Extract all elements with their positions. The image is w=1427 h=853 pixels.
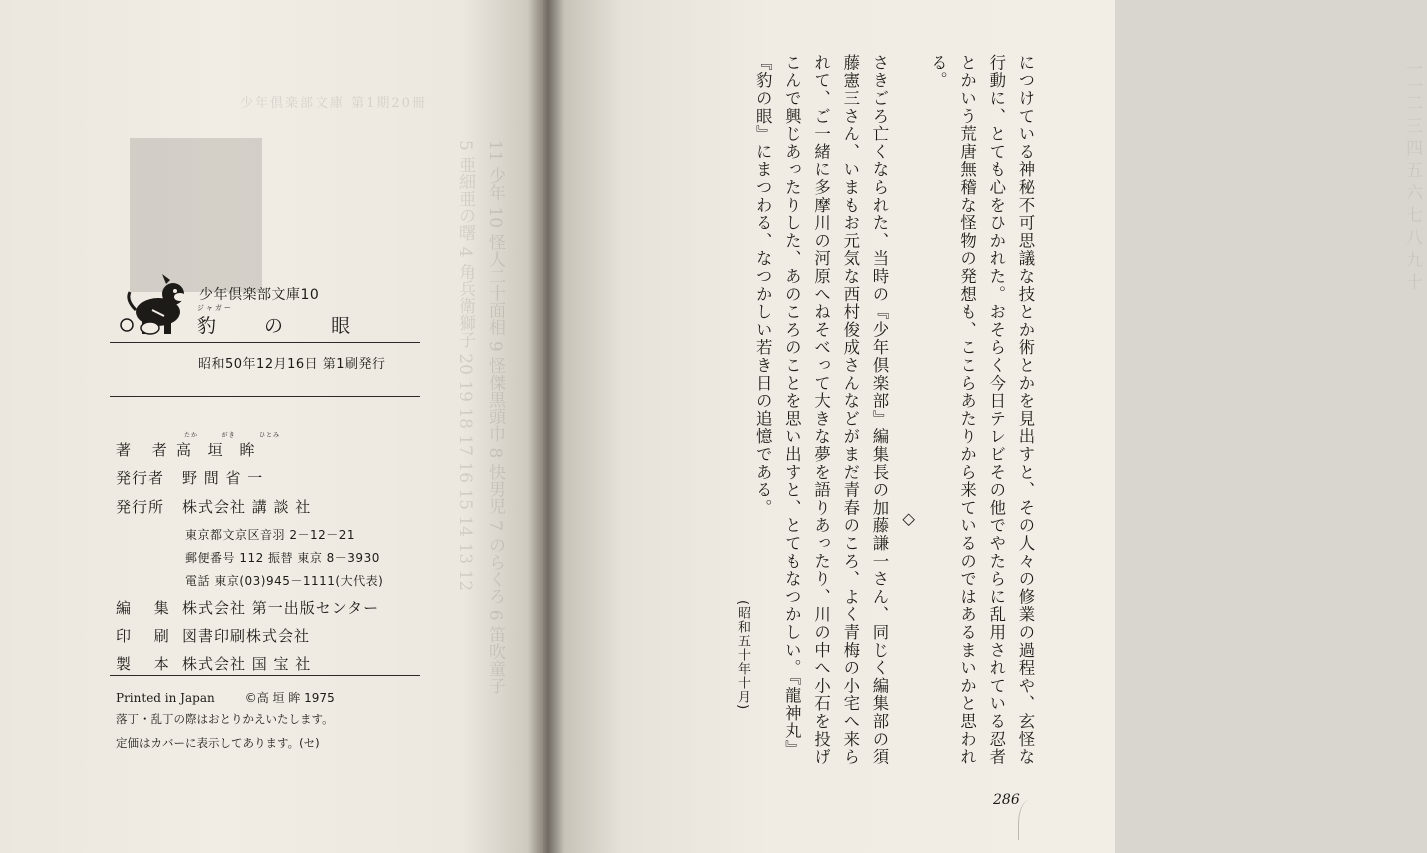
bleed-through-heading: 少年倶楽部文庫 第1期20冊 [240,96,427,111]
editor-label: 編 集 [116,599,178,617]
house-name: 株式会社 講 談 社 [182,498,312,516]
binder-name: 株式会社 国 宝 社 [182,655,312,673]
printer-name: 図書印刷株式会社 [182,627,311,645]
book-gutter [528,0,564,853]
afterword-date: (昭和五十年十月) [735,600,750,711]
publisher-credit [116,467,263,488]
author-ruby-1: たか [184,432,199,439]
colophon-page [0,0,543,853]
bleed-through-list: 11 少年 10 怪人二十面相 9 怪傑黒頭巾 8 快男児 7 のらくろ 6 笛吹童子 5 亜細亜の曙 4 角兵衛獅子 20 19 18 17 16 15 14 13 12 [455,140,505,694]
afterword-paragraph: さきごろ亡くなられた、当時の『少年倶楽部』編集長の加藤謙一さん、同じく編集部の須藤憲三さん、いまもお元気な西村俊成さんなどがまだ青春のころ、よく青梅の小宅へ来られて、ご一緒に多摩川の河原へねそべって大きな夢を語りあったり、川の中へ小石を投げこんで興じあったりした、あのころのことを思い出すと、とてもなつかしい。『龍神丸』『豹の眼』にまつわる、なつかしい若き日の追憶である。 [753,54,889,766]
divider [110,675,420,676]
author-credit [116,439,261,460]
printer-label: 印 刷 [116,627,178,645]
page-edge [1018,800,1037,840]
house-label: 発行所 [116,498,165,516]
printed-line [116,689,335,706]
author-name: 高 垣 眸 [176,441,261,459]
page-number: 286 [993,792,1020,808]
phone-line: 電話 東京(03)945－1111(大代表) [185,574,384,588]
divider [110,342,420,343]
divider [110,396,420,397]
postal-line: 郵便番号 112 振替 東京 8－3930 [185,551,380,565]
section-separator: ◇ [899,508,919,530]
book-title: 豹 の 眼 [197,315,372,337]
address-line: 東京都文京区音羽 2－12－21 [185,528,355,542]
author-ruby-2: がき [221,432,236,439]
bleed-through-photo [130,138,262,292]
publisher-name: 野 間 省 一 [182,469,264,487]
edition-line: 昭和50年12月16日 第1刷発行 [198,357,386,372]
bleed-through-text: 一一二 三 四 五 六 七 八 九 十 [1402,60,1422,291]
title-ruby: ジャガー [197,304,233,312]
binder-credit [116,653,311,674]
dog-mascot-icon [118,270,190,340]
author-ruby [184,430,280,439]
author-ruby-3: ひとみ [258,432,280,439]
series-name: 少年倶楽部文庫10 [199,287,320,303]
author-label: 著 者 [116,441,175,459]
afterword-paragraph: につけている神秘不可思議な技とか術とかを見出すと、その人々の修業の過程や、玄怪な行動に、とても心をひかれた。おそらく今日テレビその他でやたらに乱用されている忍者とかいう荒唐無稽な怪物の発想も、ここらあたりから来ているのではあるまいかと思われる。 [928,54,1035,766]
replacement-notice: 落丁・乱丁の際はおとりかえいたします。 [116,712,334,726]
printer-credit [116,625,310,646]
editor-name: 株式会社 第一出版センター [182,599,380,617]
publishing-house-credit [116,496,311,517]
price-notice: 定価はカバーに表示してあります。(セ) [116,736,320,750]
copyright: ©高 垣 眸 1975 [244,691,335,705]
binder-label: 製 本 [116,655,178,673]
editor-credit [116,597,379,618]
publisher-label: 発行者 [116,469,165,487]
printed-in: Printed in Japan [116,691,215,705]
